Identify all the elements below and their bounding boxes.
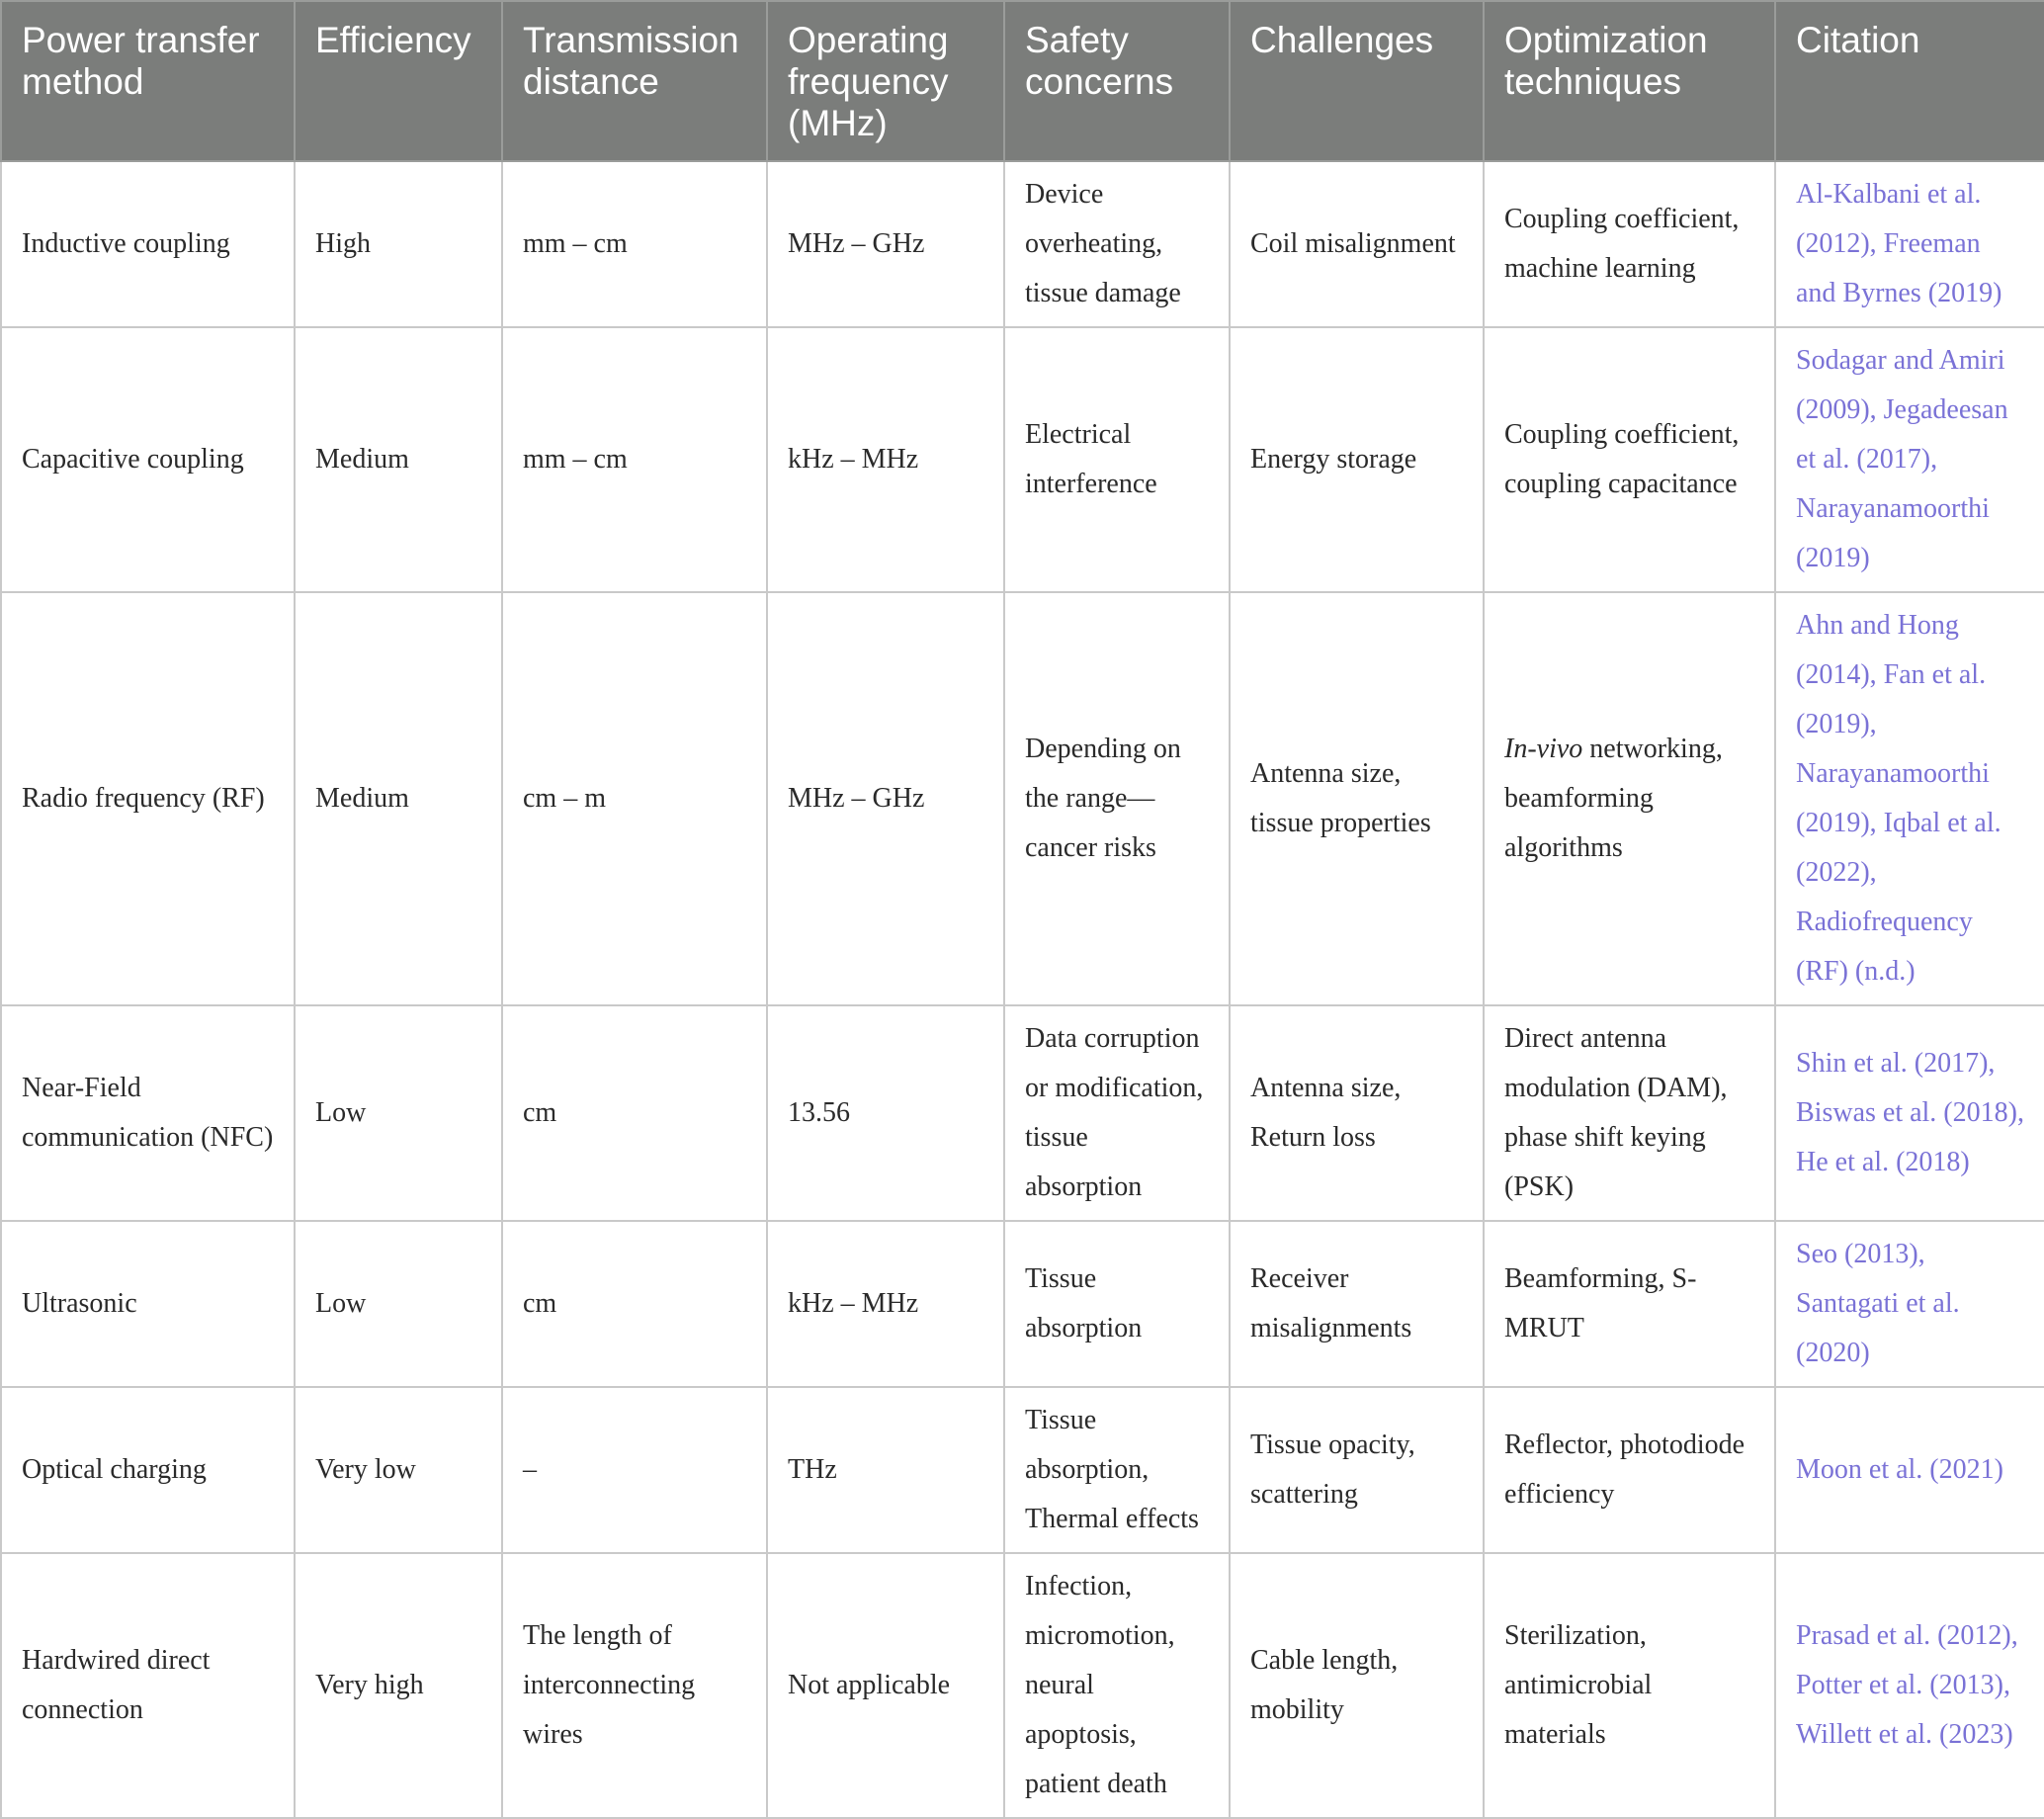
citation-link[interactable]: Radiofrequency (RF) (n.d.) <box>1796 907 1973 987</box>
optimization-text: Sterilization, antimicrobial materials <box>1504 1620 1653 1750</box>
header-optimization: Optimization techniques <box>1484 1 1775 161</box>
method-cell: Hardwired direct connection <box>1 1553 295 1818</box>
distance-cell: The length of interconnecting wires <box>502 1553 767 1818</box>
header-efficiency: Efficiency <box>295 1 502 161</box>
optimization-text: Coupling coefficient, coupling capacitance <box>1504 419 1740 499</box>
optimization-cell <box>1484 327 1775 592</box>
table-row <box>1 327 2044 592</box>
safety-cell: Depending on the range—cancer risks <box>1004 592 1230 1005</box>
citation-link[interactable]: Iqbal et al. (2022) <box>1796 808 2001 888</box>
efficiency-cell: Medium <box>295 592 502 1005</box>
table-row <box>1 1387 2044 1553</box>
efficiency-cell: Very low <box>295 1387 502 1553</box>
table-row <box>1 161 2044 327</box>
distance-cell: mm – cm <box>502 327 767 592</box>
safety-cell: Tissue absorption, Thermal effects <box>1004 1387 1230 1553</box>
citation-cell: Ahn and Hong (2014), Fan et al. (2019), Narayanamoorthi (2019), Iqbal et al. (2022), Radiofrequency (RF) (n.d.) <box>1775 592 2044 1005</box>
header-method: Power transfer method <box>1 1 295 161</box>
optimization-text: networking, beamforming algorithms <box>1504 734 1723 863</box>
frequency-cell: kHz – MHz <box>767 327 1004 592</box>
optimization-text: Direct antenna modulation (DAM), phase shift keying (PSK) <box>1504 1023 1728 1202</box>
citation-link[interactable]: He et al. (2018) <box>1796 1147 1970 1177</box>
citation-link[interactable]: Willett et al. (2023) <box>1796 1719 2013 1750</box>
method-cell: Near-Field communication (NFC) <box>1 1005 295 1221</box>
optimization-cell <box>1484 592 1775 1005</box>
optimization-text: Reflector, photodiode efficiency <box>1504 1429 1746 1510</box>
optimization-cell <box>1484 1553 1775 1818</box>
method-cell: Ultrasonic <box>1 1221 295 1387</box>
citation-cell: Al-Kalbani et al. (2012), Freeman and Byrnes (2019) <box>1775 161 2044 327</box>
citation-link[interactable]: Biswas et al. (2018) <box>1796 1097 2017 1128</box>
method-cell: Capacitive coupling <box>1 327 295 592</box>
table-row <box>1 1553 2044 1818</box>
distance-cell: cm – m <box>502 592 767 1005</box>
frequency-cell: 13.56 <box>767 1005 1004 1221</box>
challenges-cell: Antenna size, tissue properties <box>1230 592 1484 1005</box>
table-body <box>1 161 2044 1818</box>
optimization-cell <box>1484 161 1775 327</box>
citation-cell: Sodagar and Amiri (2009), Jegadeesan et al. (2017), Narayanamoorthi (2019) <box>1775 327 2044 592</box>
citation-link[interactable]: Fan et al. (2019) <box>1796 659 1987 739</box>
frequency-cell: MHz – GHz <box>767 161 1004 327</box>
efficiency-cell: Low <box>295 1005 502 1221</box>
citation-link[interactable]: Freeman and Byrnes (2019) <box>1796 228 2002 308</box>
optimization-text: Beamforming, S-MRUT <box>1504 1263 1697 1343</box>
header-distance: Transmission distance <box>502 1 767 161</box>
challenges-cell: Tissue opacity, scattering <box>1230 1387 1484 1553</box>
header-frequency: Operating frequency (MHz) <box>767 1 1004 161</box>
distance-cell: cm <box>502 1221 767 1387</box>
efficiency-cell: Medium <box>295 327 502 592</box>
citation-cell: Seo (2013), Santagati et al. (2020) <box>1775 1221 2044 1387</box>
challenges-cell: Cable length, mobility <box>1230 1553 1484 1818</box>
safety-cell: Infection, micromotion, neural apoptosis, patient death <box>1004 1553 1230 1818</box>
citation-link[interactable]: Potter et al. (2013) <box>1796 1670 2003 1700</box>
citation-link[interactable]: Ahn and Hong (2014) <box>1796 610 1959 690</box>
challenges-cell: Receiver misalignments <box>1230 1221 1484 1387</box>
citation-link[interactable]: Al-Kalbani et al. (2012) <box>1796 179 1982 259</box>
method-cell: Radio frequency (RF) <box>1 592 295 1005</box>
citation-link[interactable]: Prasad et al. (2012) <box>1796 1620 2011 1651</box>
table-row <box>1 592 2044 1005</box>
challenges-cell: Antenna size, Return loss <box>1230 1005 1484 1221</box>
optimization-cell <box>1484 1221 1775 1387</box>
citation-link[interactable]: Jegadeesan et al. (2017) <box>1796 394 2008 475</box>
table-header <box>1 1 2044 161</box>
header-safety: Safety concerns <box>1004 1 1230 161</box>
method-cell: Inductive coupling <box>1 161 295 327</box>
frequency-cell: THz <box>767 1387 1004 1553</box>
frequency-cell: kHz – MHz <box>767 1221 1004 1387</box>
citation-cell <box>1775 1387 2044 1553</box>
header-row <box>1 1 2044 161</box>
optimization-cell <box>1484 1387 1775 1553</box>
safety-cell: Tissue absorption <box>1004 1221 1230 1387</box>
distance-cell: mm – cm <box>502 161 767 327</box>
distance-cell: cm <box>502 1005 767 1221</box>
citation-link[interactable]: Sodagar and Amiri (2009) <box>1796 345 2005 425</box>
efficiency-cell: High <box>295 161 502 327</box>
optimization-text: Coupling coefficient, machine learning <box>1504 204 1740 284</box>
safety-cell: Device overheating, tissue damage <box>1004 161 1230 327</box>
citation-link[interactable]: Seo (2013) <box>1796 1239 1918 1269</box>
frequency-cell: MHz – GHz <box>767 592 1004 1005</box>
header-challenges: Challenges <box>1230 1 1484 161</box>
header-citation: Citation <box>1775 1 2044 161</box>
safety-cell: Data corruption or modification, tissue absorption <box>1004 1005 1230 1221</box>
citation-link[interactable]: Shin et al. (2017) <box>1796 1048 1989 1079</box>
table-row <box>1 1221 2044 1387</box>
citation-link[interactable]: Santagati et al. (2020) <box>1796 1288 1960 1368</box>
efficiency-cell: Low <box>295 1221 502 1387</box>
optimization-cell <box>1484 1005 1775 1221</box>
table-row <box>1 1005 2044 1221</box>
safety-cell: Electrical interference <box>1004 327 1230 592</box>
optimization-italic-prefix: In-vivo <box>1504 734 1583 764</box>
citation-cell: Prasad et al. (2012), Potter et al. (2013), Willett et al. (2023) <box>1775 1553 2044 1818</box>
citation-link[interactable]: Narayanamoorthi (2019) <box>1796 493 1990 573</box>
efficiency-cell: Very high <box>295 1553 502 1818</box>
citation-link[interactable]: Moon et al. (2021) <box>1796 1454 2003 1485</box>
citation-cell: Shin et al. (2017), Biswas et al. (2018), He et al. (2018) <box>1775 1005 2044 1221</box>
challenges-cell: Coil misalignment <box>1230 161 1484 327</box>
distance-cell: – <box>502 1387 767 1553</box>
challenges-cell: Energy storage <box>1230 327 1484 592</box>
citation-link[interactable]: Narayanamoorthi (2019) <box>1796 758 1990 838</box>
method-cell: Optical charging <box>1 1387 295 1553</box>
frequency-cell: Not applicable <box>767 1553 1004 1818</box>
